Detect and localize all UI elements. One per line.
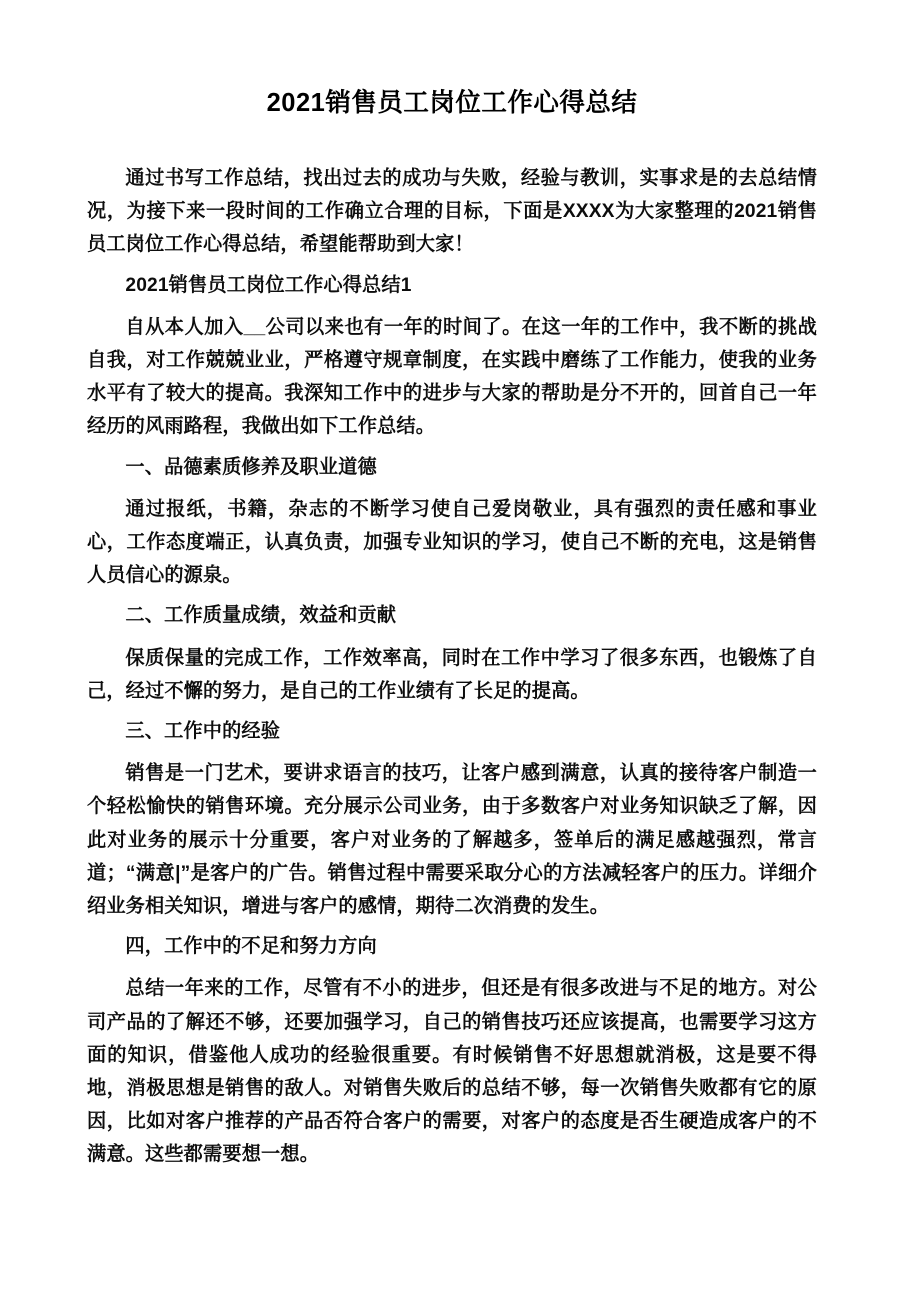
- document-subtitle: 2021销售员工岗位工作心得总结1: [125, 274, 412, 296]
- opening-paragraph: 自从本人加入__公司以来也有一年的时间了。在这一年的工作中，我不断的挑战自我，对工作兢兢业业，严格遵守规章制度，在实践中磨练了工作能力，使我的业务水平有了较大的提高。我深知工作中的进步与大家的帮助是分不开的，回首自己一年经历的风雨路程，我做出如下工作总结。: [87, 316, 817, 438]
- section-body-1: 通过报纸，书籍，杂志的不断学习使自己爱岗敬业，具有强烈的责任感和事业心，工作态度端正，认真负责，加强专业知识的学习，使自己不断的充电，这是销售人员信心的源泉。: [87, 498, 817, 587]
- section-body-4: 总结一年来的工作，尽管有不小的进步，但还是有很多改进与不足的地方。对公司产品的了解还不够，还要加强学习，自己的销售技巧还应该提高，也需要学习这方面的知识，借鉴他人成功的经验很重要。有时候销售不好思想就消极，这是要不得地，消极思想是销售的敌人。对销售失败后的总结不够，每一次销售失败都有它的原因，比如对客户推荐的产品否符合客户的需要，对客户的态度是否生硬造成客户的不满意。这些都需要想一想。: [87, 978, 817, 1166]
- page-title: 2021销售员工岗位工作心得总结: [266, 89, 638, 117]
- section-body-3: 销售是一门艺术，要讲求语言的技巧，让客户感到满意，认真的接待客户制造一个轻松愉快的销售环境。充分展示公司业务，由于多数客户对业务知识缺乏了解，因此对业务的展示十分重要，客户对业务的了解越多，签单后的满足感越强烈，常言道；“满意|”是客户的广告。销售过程中需要采取分心的方法减轻客户的压力。详细介绍业务相关知识，增进与客户的感情，期待二次消费的发生。: [87, 763, 817, 918]
- section-body-2: 保质保量的完成工作，工作效率高，同时在工作中学习了很多东西，也锻炼了自己，经过不懈的努力，是自己的工作业绩有了长足的提高。: [87, 647, 817, 702]
- section-heading-4: 四，工作中的不足和努力方向: [125, 936, 377, 958]
- section-heading-2: 二、工作质量成绩，效益和贡献: [125, 605, 397, 627]
- section-heading-1: 一、品德素质修养及职业道德: [125, 456, 377, 478]
- section-heading-3: 三、工作中的经验: [125, 721, 281, 743]
- intro-paragraph: 通过书写工作总结，找出过去的成功与失败，经验与教训，实事求是的去总结情况，为接下来一段时间的工作确立合理的目标，下面是XXXX为大家整理的2021销售员工岗位工作心得总结，希望能帮助到大家！: [87, 168, 817, 256]
